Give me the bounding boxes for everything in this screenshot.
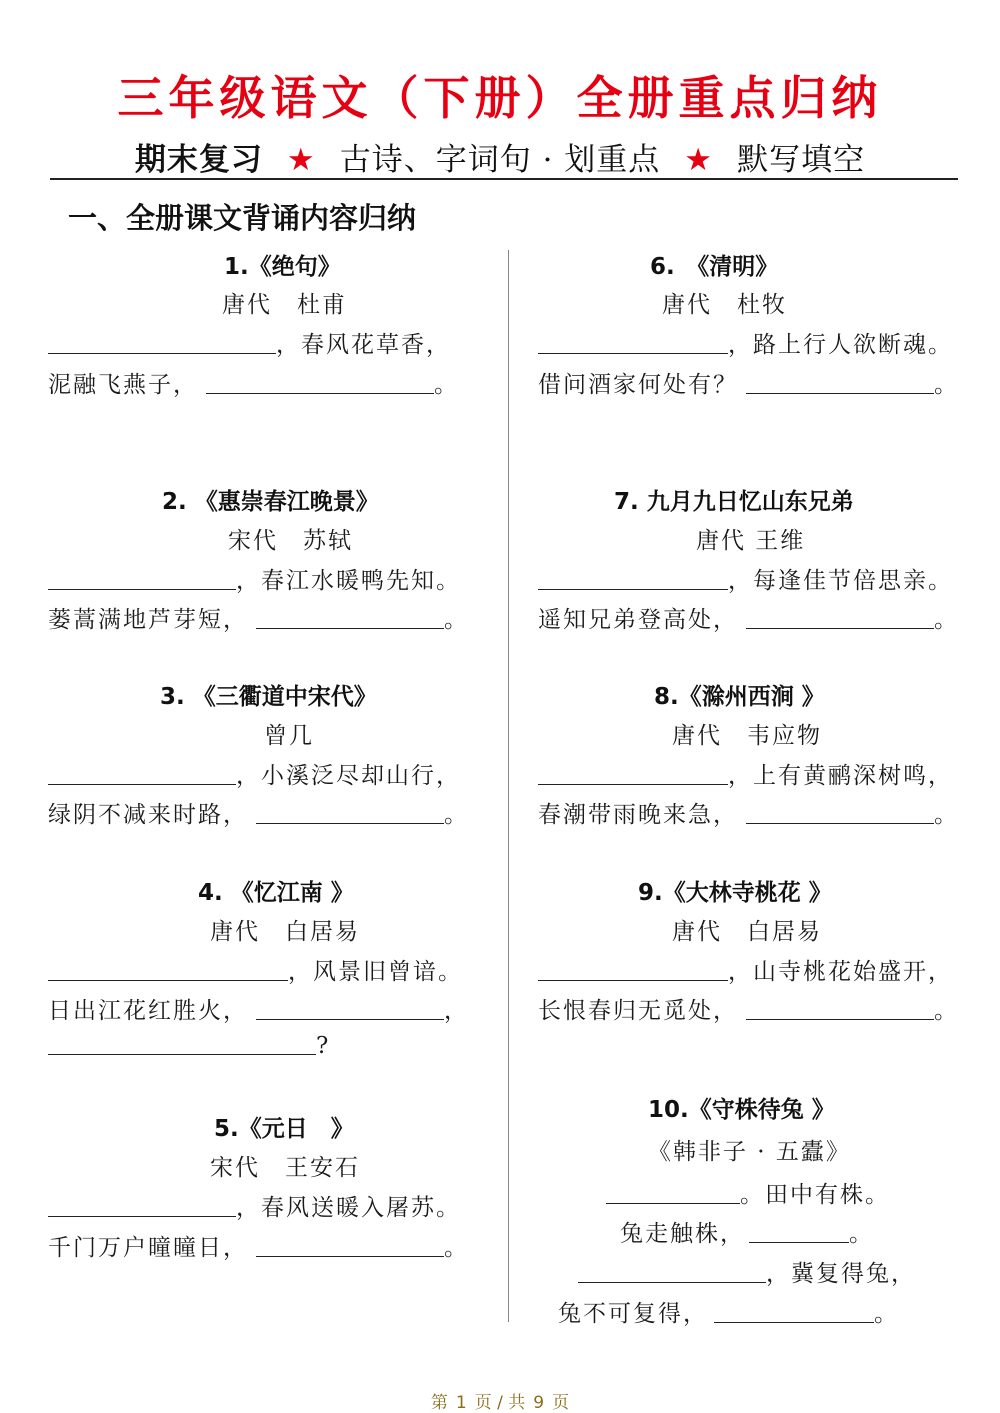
poem-line [606, 1176, 890, 1209]
line-text: ，路上行人欲断魂。 [728, 332, 953, 358]
poem-line [48, 796, 469, 829]
poem-line [48, 1229, 469, 1262]
poem-line [48, 601, 469, 634]
line-text: 泥融飞燕子， [48, 372, 198, 398]
fill-blank[interactable] [578, 1260, 766, 1283]
poem-title: 10.《守株待兔 》 [648, 1097, 835, 1123]
poem-line [538, 326, 953, 359]
fill-blank[interactable] [749, 1220, 849, 1243]
poem-author: 唐代 杜甫 [222, 292, 347, 318]
line-text: ，春风花草香， [276, 332, 451, 358]
poem-author: 唐代 白居易 [210, 919, 360, 945]
fill-blank[interactable] [48, 331, 276, 354]
fill-blank[interactable] [538, 958, 728, 981]
line-end: 。 [434, 372, 459, 398]
poem-line [48, 1189, 461, 1222]
document-title: 三年级语文（下册）全册重点归纳 [117, 71, 883, 125]
line-end: 。 [444, 1235, 469, 1261]
fill-blank[interactable] [746, 606, 934, 629]
poem-title: 9.《大林寺桃花 》 [638, 880, 832, 906]
poem-author: 唐代 王维 [696, 528, 806, 554]
poem-line [48, 326, 451, 359]
poem-line [48, 992, 469, 1025]
fill-blank[interactable] [256, 606, 444, 629]
fill-blank[interactable] [48, 1032, 316, 1055]
footer-total: 9 [533, 1393, 545, 1413]
footer-prefix: 第 [430, 1393, 448, 1413]
fill-blank[interactable] [48, 567, 236, 590]
fill-blank[interactable] [256, 801, 444, 824]
fill-blank[interactable] [714, 1300, 874, 1323]
poem-line [48, 953, 463, 986]
line-text: ，春风送暖入屠苏。 [236, 1195, 461, 1221]
footer-mid: 页 / 共 [474, 1393, 526, 1413]
poem-title: 4. 《忆江南 》 [198, 880, 354, 906]
fill-blank[interactable] [48, 762, 236, 785]
fill-blank[interactable] [538, 567, 728, 590]
poem-title: 2. 《惠崇春江晚景》 [162, 489, 379, 515]
footer-suffix: 页 [552, 1393, 570, 1413]
subtitle-mid: 古诗、字词句 · 划重点 [339, 142, 661, 178]
line-text: ，上有黄鹂深树鸣， [728, 763, 953, 789]
fill-blank[interactable] [746, 801, 934, 824]
poem-line [538, 953, 953, 986]
poem-line [48, 366, 459, 399]
line-text: ，每逢佳节倍思亲。 [728, 568, 953, 594]
line-text: 借问酒家何处有？ [538, 372, 738, 398]
poem-title: 7. 九月九日忆山东兄弟 [614, 489, 854, 515]
poem-author: 《韩非子 · 五蠹》 [648, 1139, 851, 1165]
header-rule [50, 178, 958, 180]
fill-blank[interactable] [538, 331, 728, 354]
line-text: 绿阴不减来时路， [48, 802, 248, 828]
line-text: ，风景旧曾谙。 [288, 959, 463, 985]
poem-line [538, 757, 953, 790]
poem-line [538, 366, 959, 399]
poem-line [538, 601, 959, 634]
poem-author: 唐代 韦应物 [672, 723, 822, 749]
line-end: ， [444, 998, 469, 1024]
poem-line [538, 992, 959, 1025]
line-text: 千门万户曈曈日， [48, 1235, 248, 1261]
fill-blank[interactable] [206, 371, 434, 394]
page-footer [0, 1388, 1000, 1413]
line-text: 兔不可复得， [558, 1301, 708, 1327]
line-end: 。 [444, 802, 469, 828]
poem-author: 宋代 王安石 [210, 1155, 360, 1181]
poem-author: 宋代 苏轼 [228, 528, 353, 554]
fill-blank[interactable] [48, 958, 288, 981]
subtitle-lead: 期末复习 [134, 142, 263, 178]
poem-line [538, 562, 953, 595]
line-end: 。 [849, 1221, 874, 1247]
poem-author: 唐代 白居易 [672, 919, 822, 945]
line-text: ，春江水暖鸭先知。 [236, 568, 461, 594]
line-text: 兔走触株， [620, 1221, 745, 1247]
poem-title: 1.《绝句》 [224, 254, 341, 280]
line-text: 。田中有株。 [740, 1182, 890, 1208]
line-end: 。 [444, 607, 469, 633]
poem-title: 3. 《三衢道中宋代》 [160, 684, 377, 710]
line-end: 。 [934, 607, 959, 633]
poem-line [48, 1032, 330, 1059]
line-end: ? [316, 1033, 331, 1059]
line-end: 。 [934, 998, 959, 1024]
footer-page: 1 [455, 1393, 467, 1413]
poem-line [620, 1215, 874, 1248]
fill-blank[interactable] [606, 1181, 740, 1204]
poem-line [558, 1295, 899, 1328]
poem-title: 8.《滁州西涧 》 [654, 684, 825, 710]
star-icon: ★ [684, 142, 714, 178]
poem-author: 唐代 杜牧 [662, 292, 787, 318]
line-end: 。 [934, 372, 959, 398]
line-text: ，冀复得兔， [766, 1261, 916, 1287]
poem-title: 5.《元日 》 [214, 1116, 354, 1142]
subtitle [0, 134, 1000, 179]
line-text: ，山寺桃花始盛开， [728, 959, 953, 985]
line-text: ，小溪泛尽却山行， [236, 763, 461, 789]
line-text: 蒌蒿满地芦芽短， [48, 607, 248, 633]
poem-title: 6. 《清明》 [650, 254, 779, 280]
section-heading: 一、全册课文背诵内容归纳 [68, 201, 417, 235]
line-end: 。 [874, 1301, 899, 1327]
poem-author: 曾几 [264, 723, 314, 749]
fill-blank[interactable] [48, 1194, 236, 1217]
line-text: 日出江花红胜火， [48, 998, 248, 1024]
fill-blank[interactable] [746, 371, 934, 394]
poem-line [538, 796, 959, 829]
fill-blank[interactable] [256, 997, 444, 1020]
star-icon: ★ [286, 142, 316, 178]
fill-blank[interactable] [538, 762, 728, 785]
line-text: 遥知兄弟登高处， [538, 607, 738, 633]
line-text: 长恨春归无觅处， [538, 998, 738, 1024]
poem-line [48, 562, 461, 595]
fill-blank[interactable] [746, 997, 934, 1020]
poem-line [578, 1255, 916, 1288]
column-divider [508, 250, 509, 1322]
subtitle-tail: 默写填空 [737, 142, 866, 178]
line-end: 。 [934, 802, 959, 828]
poem-line [48, 757, 461, 790]
line-text: 春潮带雨晚来急， [538, 802, 738, 828]
fill-blank[interactable] [256, 1234, 444, 1257]
